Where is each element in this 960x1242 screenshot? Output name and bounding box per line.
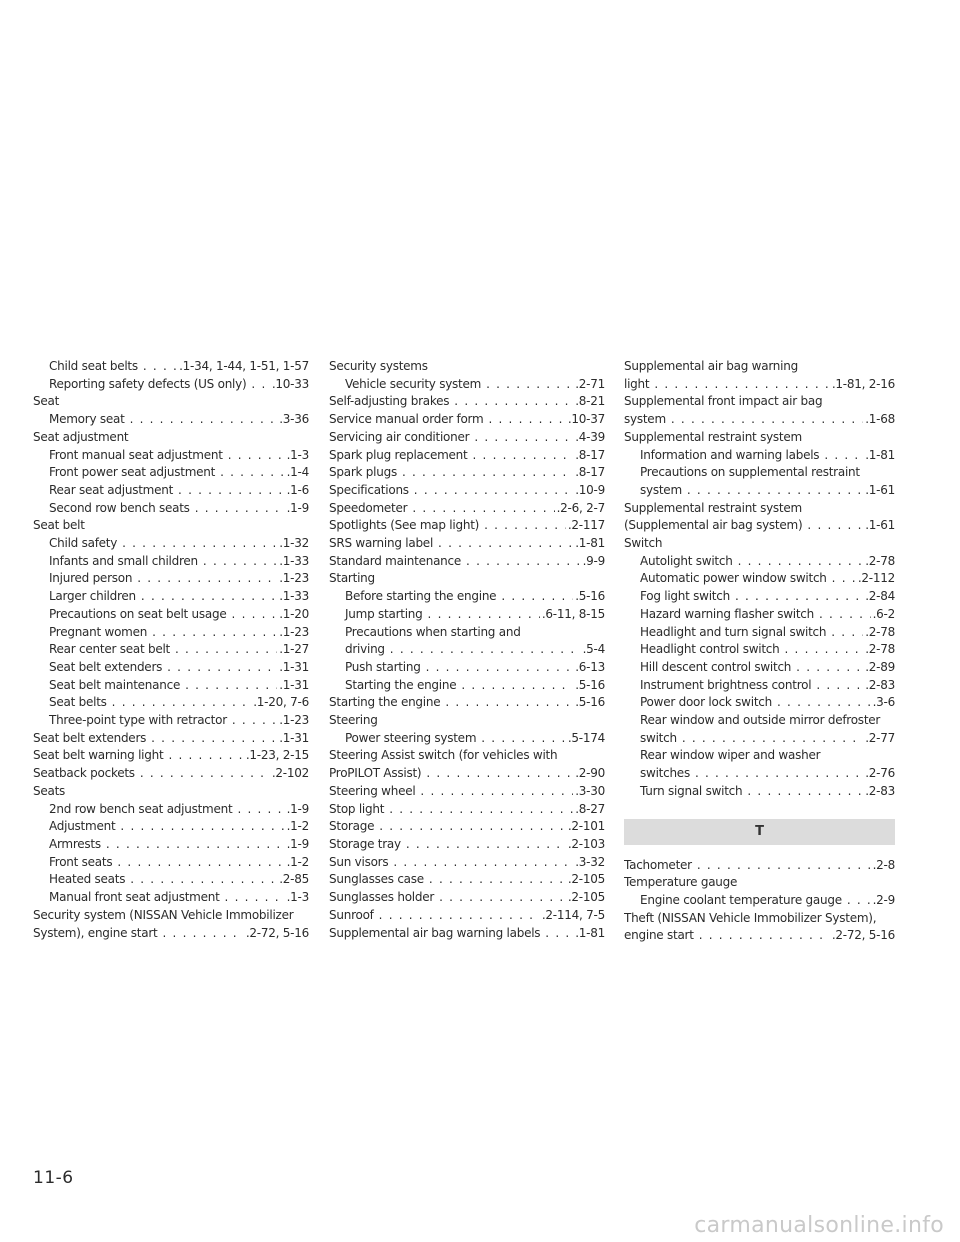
index-entry-term: Turn signal switch . . .: [640, 784, 895, 798]
index-entry-page-ref: .3-32: [573, 854, 605, 872]
index-entry: [329, 694, 605, 712]
page-number: 11-6: [33, 1168, 74, 1188]
index-entry-term: Precautions on seat belt usage . . .: [49, 607, 309, 621]
index-entry: [329, 765, 605, 783]
index-entry-term: Steering Assist switch (for vehicles with: [329, 748, 558, 763]
index-entry-term: Storage . . .: [329, 819, 605, 833]
index-entry: [329, 871, 605, 889]
index-entry-term: System), engine start . . .: [33, 926, 309, 940]
index-entry: [329, 535, 605, 553]
index-entry-page-ref: .2-84: [863, 588, 895, 606]
index-entry-page-ref: .1-31: [277, 730, 309, 748]
index-entry: [329, 712, 605, 730]
index-entry-page-ref: .5-16: [573, 677, 605, 695]
index-entry-page-ref: .1-27: [277, 641, 309, 659]
index-entry: [624, 712, 895, 730]
index-entry: [329, 747, 605, 765]
index-entry-page-ref: .10-33: [270, 376, 309, 394]
index-column-3-top: [624, 358, 895, 801]
index-entry-term: Pregnant women . . .: [49, 625, 309, 639]
index-entry: [33, 907, 309, 925]
index-entry: [33, 818, 309, 836]
index-entry-page-ref: .2-9: [871, 892, 895, 910]
index-entry-page-ref: .1-20, 7-6: [251, 694, 309, 712]
index-entry-page-ref: .2-90: [573, 765, 605, 783]
index-entry-page-ref: .8-17: [573, 447, 605, 465]
index-entry-term: Storage tray . . .: [329, 837, 605, 851]
index-entry: [624, 376, 895, 394]
index-entry-page-ref: .1-23: [277, 712, 309, 730]
index-entry-term: Power steering system . . .: [345, 731, 605, 745]
index-entry: [329, 553, 605, 571]
index-entry-term: Hazard warning flasher switch . . .: [640, 607, 895, 621]
index-entry-page-ref: .6-13: [573, 659, 605, 677]
index-entry-page-ref: .2-85: [277, 871, 309, 889]
index-entry-page-ref: .1-6: [285, 482, 309, 500]
index-entry-term: Fog light switch . . .: [640, 589, 895, 603]
index-entry-page-ref: .1-68: [863, 411, 895, 429]
index-entry-page-ref: .1-33: [277, 588, 309, 606]
index-entry-page-ref: .1-9: [285, 500, 309, 518]
index-entry-term: Rear center seat belt . . .: [49, 642, 309, 656]
index-entry-page-ref: .10-9: [573, 482, 605, 500]
index-entry: [329, 730, 605, 748]
index-entry-page-ref: .3-30: [573, 783, 605, 801]
index-entry-page-ref: .2-77: [863, 730, 895, 748]
index-entry-page-ref: .2-114, 7-5: [540, 907, 605, 925]
index-entry-term: Jump starting . . .: [345, 607, 605, 621]
index-entry-term: Spark plugs . . .: [329, 465, 605, 479]
index-entry: [329, 624, 605, 642]
index-entry-page-ref: .1-2: [285, 854, 309, 872]
index-entry: [33, 553, 309, 571]
index-entry-term: Adjustment . . .: [49, 819, 309, 833]
index-entry-term: Information and warning labels . . .: [640, 448, 895, 462]
index-entry-term: Seat: [33, 394, 60, 409]
index-entry: [33, 358, 309, 376]
index-entry: [624, 694, 895, 712]
index-entry: [624, 606, 895, 624]
index-entry-term: Armrests . . .: [49, 837, 309, 851]
index-entry: [33, 624, 309, 642]
index-entry: [33, 447, 309, 465]
index-entry: [33, 871, 309, 889]
index-entry-page-ref: .6-2: [871, 606, 895, 624]
index-entry-page-ref: .1-81, 2-16: [830, 376, 895, 394]
index-entry-term: switch . . .: [640, 731, 895, 745]
index-entry: [33, 482, 309, 500]
index-entry-term: Supplemental air bag warning: [624, 359, 798, 373]
index-entry: [329, 818, 605, 836]
index-entry-page-ref: .1-3: [285, 889, 309, 907]
index-entry: [624, 517, 895, 535]
index-entry: [624, 641, 895, 659]
index-entry-term: Precautions on supplemental restraint: [640, 465, 860, 480]
index-entry-page-ref: .1-20: [277, 606, 309, 624]
index-entry: [329, 429, 605, 447]
index-entry-term: Child seat belts . . .: [49, 359, 309, 373]
index-entry-term: Push starting . . .: [345, 660, 605, 674]
index-entry-term: Specifications . . .: [329, 483, 605, 497]
index-entry-term: Starting: [329, 571, 375, 586]
index-entry: [624, 535, 895, 553]
index-entry: [33, 641, 309, 659]
index-entry: [329, 925, 605, 943]
index-entry: [329, 570, 605, 588]
index-entry: [624, 500, 895, 518]
index-entry-term: Seatback pockets . . .: [33, 766, 309, 780]
index-entry-page-ref: .1-9: [285, 836, 309, 854]
index-entry-term: Service manual order form . . .: [329, 412, 605, 426]
index-entry-page-ref: .2-103: [566, 836, 605, 854]
index-entry: [33, 659, 309, 677]
index-entry-term: Sunglasses case . . .: [329, 872, 605, 886]
index-entry: [33, 464, 309, 482]
index-entry-page-ref: .1-9: [285, 801, 309, 819]
index-entry-page-ref: .1-61: [863, 517, 895, 535]
index-entry-page-ref: .2-102: [270, 765, 309, 783]
index-entry-term: Stop light . . .: [329, 802, 605, 816]
index-entry-term: Automatic power window switch . . .: [640, 571, 895, 585]
index-entry: [33, 712, 309, 730]
index-entry-term: Front manual seat adjustment . . .: [49, 448, 309, 462]
index-entry-term: Vehicle security system . . .: [345, 377, 605, 391]
index-entry-page-ref: .2-89: [863, 659, 895, 677]
index-entry-term: Sunroof . . .: [329, 908, 605, 922]
index-entry: [33, 393, 309, 411]
index-entry-term: Supplemental restraint system: [624, 500, 802, 515]
index-entry-page-ref: .8-27: [573, 801, 605, 819]
index-entry-term: Tachometer . . .: [624, 858, 895, 872]
index-entry: [329, 517, 605, 535]
index-entry-page-ref: .2-71: [573, 376, 605, 394]
index-entry: [329, 376, 605, 394]
section-letter: T: [755, 824, 764, 840]
index-entry: [33, 836, 309, 854]
index-entry: [624, 677, 895, 695]
index-entry-page-ref: .2-83: [863, 677, 895, 695]
index-entry: [624, 624, 895, 642]
index-entry-term: Larger children . . .: [49, 589, 309, 603]
index-entry-page-ref: .2-112: [856, 570, 895, 588]
index-entry-page-ref: .2-101: [566, 818, 605, 836]
index-entry-term: Starting the engine . . .: [345, 678, 605, 692]
index-entry-term: Spark plug replacement . . .: [329, 448, 605, 462]
index-entry-page-ref: .2-78: [863, 641, 895, 659]
index-entry: [624, 857, 895, 875]
index-entry-term: Autolight switch . . .: [640, 554, 895, 568]
index-entry: [624, 910, 895, 928]
index-entry: [33, 376, 309, 394]
index-entry-term: Engine coolant temperature gauge . . .: [640, 893, 895, 907]
index-entry-page-ref: .2-6, 2-7: [555, 500, 605, 518]
index-entry-term: Theft (NISSAN Vehicle Immobilizer System),: [624, 910, 877, 925]
index-entry-page-ref: .3-6: [871, 694, 895, 712]
index-entry-page-ref: .1-31: [277, 659, 309, 677]
index-entry-term: Supplemental restraint system: [624, 429, 802, 444]
index-entry-term: Front seats . . .: [49, 855, 309, 869]
index-entry-term: driving . . .: [345, 642, 605, 656]
index-entry-term: Second row bench seats . . .: [49, 501, 309, 515]
index-entry-page-ref: .2-117: [566, 517, 605, 535]
index-entry: [624, 783, 895, 801]
index-entry: [329, 588, 605, 606]
index-entry-page-ref: .2-8: [871, 857, 895, 875]
index-entry-page-ref: .1-33: [277, 553, 309, 571]
index-entry: [624, 393, 895, 411]
index-entry-term: Infants and small children . . .: [49, 554, 309, 568]
index-entry: [624, 892, 895, 910]
index-entry: [624, 588, 895, 606]
index-column-3-bottom: [624, 857, 895, 946]
index-entry-page-ref: .10-37: [566, 411, 605, 429]
index-entry-page-ref: .3-36: [277, 411, 309, 429]
index-entry: [33, 694, 309, 712]
index-entry: [624, 927, 895, 945]
index-entry-term: Security systems: [329, 359, 428, 373]
index-entry-term: Standard maintenance . . .: [329, 554, 605, 568]
index-entry: [33, 606, 309, 624]
index-entry-page-ref: .2-72, 5-16: [244, 925, 309, 943]
index-entry: [33, 517, 309, 535]
index-entry-term: Speedometer . . .: [329, 501, 605, 515]
index-entry-term: Child safety . . .: [49, 536, 309, 550]
index-entry-term: Precautions when starting and: [345, 624, 521, 639]
index-entry-term: Sun visors . . .: [329, 855, 605, 869]
index-entry-term: engine start . . .: [624, 928, 895, 942]
index-entry: [329, 606, 605, 624]
index-entry-page-ref: .5-4: [581, 641, 605, 659]
index-entry-term: Seats: [33, 783, 66, 798]
index-entry-page-ref: .2-78: [863, 553, 895, 571]
index-entry-term: Reporting safety defects (US only) . . .: [49, 377, 309, 391]
index-entry: [329, 854, 605, 872]
index-entry: [329, 801, 605, 819]
index-entry-term: Hill descent control switch . . .: [640, 660, 895, 674]
index-entry: [329, 659, 605, 677]
index-entry-page-ref: .5-174: [566, 730, 605, 748]
index-entry-term: Power door lock switch . . .: [640, 695, 895, 709]
index-entry: [624, 358, 895, 376]
index-entry-page-ref: .1-32: [277, 535, 309, 553]
index-entry-page-ref: .1-61: [863, 482, 895, 500]
index-entry-term: Before starting the engine . . .: [345, 589, 605, 603]
index-entry-term: system . . .: [624, 412, 895, 426]
index-entry: [329, 836, 605, 854]
index-entry-term: Manual front seat adjustment . . .: [49, 890, 309, 904]
index-entry: [329, 677, 605, 695]
index-entry: [329, 482, 605, 500]
index-entry-page-ref: .1-81: [573, 925, 605, 943]
index-entry-term: Supplemental air bag warning labels . . .: [329, 926, 605, 940]
index-column-2: [329, 358, 605, 942]
index-entry: [33, 765, 309, 783]
index-entry: [624, 464, 895, 482]
index-entry: [33, 730, 309, 748]
index-entry-page-ref: .2-105: [566, 871, 605, 889]
index-entry: [329, 907, 605, 925]
index-entry-term: Seat belt maintenance . . .: [49, 678, 309, 692]
index-entry-term: Headlight and turn signal switch . . .: [640, 625, 895, 639]
index-entry: [329, 783, 605, 801]
index-entry: [33, 500, 309, 518]
index-entry-page-ref: .1-23: [277, 570, 309, 588]
index-entry: [33, 854, 309, 872]
index-entry-page-ref: .8-17: [573, 464, 605, 482]
index-entry-term: system . . .: [640, 483, 895, 497]
index-entry-term: switches . . .: [640, 766, 895, 780]
index-entry: [329, 393, 605, 411]
index-entry-page-ref: .2-78: [863, 624, 895, 642]
index-entry-page-ref: .1-31: [277, 677, 309, 695]
index-entry: [624, 429, 895, 447]
index-entry-page-ref: .5-16: [573, 588, 605, 606]
index-entry-page-ref: .1-34, 1-44, 1-51, 1-57: [177, 358, 309, 376]
index-entry: [33, 411, 309, 429]
index-entry-term: (Supplemental air bag system) . . .: [624, 518, 895, 532]
index-entry-term: Seat belt extenders . . .: [33, 731, 309, 745]
index-entry-page-ref: .1-2: [285, 818, 309, 836]
index-entry: [329, 641, 605, 659]
index-entry: [624, 447, 895, 465]
index-entry-term: Seat belt: [33, 518, 85, 533]
index-entry-term: Three-point type with retractor . . .: [49, 713, 309, 727]
index-entry-term: Starting the engine . . .: [329, 695, 605, 709]
index-entry-term: Instrument brightness control . . .: [640, 678, 895, 692]
index-entry-term: Seat belt warning light . . .: [33, 748, 309, 762]
index-entry-term: Injured person . . .: [49, 571, 309, 585]
index-entry-term: SRS warning label . . .: [329, 536, 605, 550]
index-entry: [33, 677, 309, 695]
index-entry-page-ref: .1-4: [285, 464, 309, 482]
index-entry-page-ref: .2-105: [566, 889, 605, 907]
index-entry-term: Seat belt extenders . . .: [49, 660, 309, 674]
index-entry: [33, 588, 309, 606]
index-entry: [33, 429, 309, 447]
index-entry: [329, 411, 605, 429]
index-column-3: [624, 358, 895, 945]
index-entry: [33, 535, 309, 553]
index-column-1: [33, 358, 309, 942]
index-entry-term: Heated seats . . .: [49, 872, 309, 886]
index-entry: [624, 659, 895, 677]
index-entry: [33, 889, 309, 907]
index-entry-term: Spotlights (See map light) . . .: [329, 518, 605, 532]
index-entry: [33, 925, 309, 943]
index-entry-page-ref: .9-9: [581, 553, 605, 571]
index-entry-term: Headlight control switch . . .: [640, 642, 895, 656]
watermark: carmanualsonline.info: [694, 1213, 944, 1238]
index-entry-term: Switch: [624, 536, 663, 551]
index-entry-term: Self-adjusting brakes . . .: [329, 394, 605, 408]
index-entry-term: Rear window and outside mirror defroster: [640, 713, 881, 728]
index-entry-term: Steering: [329, 713, 378, 728]
index-entry-term: Seat belts . . .: [49, 695, 309, 709]
index-entry-term: ProPILOT Assist) . . .: [329, 766, 605, 780]
index-entry: [624, 765, 895, 783]
index-entry-page-ref: .1-81: [863, 447, 895, 465]
index-entry-page-ref: .4-39: [573, 429, 605, 447]
index-entry-term: Steering wheel . . .: [329, 784, 605, 798]
index-entry-term: Servicing air conditioner . . .: [329, 430, 605, 444]
index-entry: [624, 874, 895, 892]
index-entry-page-ref: .1-81: [573, 535, 605, 553]
index-entry-term: Memory seat . . .: [49, 412, 309, 426]
index-entry-term: 2nd row bench seat adjustment . . .: [49, 802, 309, 816]
index-entry: [624, 747, 895, 765]
index-entry-page-ref: .2-72, 5-16: [830, 927, 895, 945]
index-entry: [624, 553, 895, 571]
index-entry-page-ref: .2-76: [863, 765, 895, 783]
index-entry-term: Seat adjustment: [33, 429, 129, 444]
index-entry: [33, 747, 309, 765]
index-entry-term: light . . .: [624, 377, 895, 391]
index-entry-page-ref: .8-21: [573, 393, 605, 411]
index-entry-term: Rear seat adjustment . . .: [49, 483, 309, 497]
index-entry-term: Supplemental front impact air bag: [624, 394, 823, 409]
index-entry: [624, 411, 895, 429]
index-entry-page-ref: .1-3: [285, 447, 309, 465]
index-entry-term: Sunglasses holder . . .: [329, 890, 605, 904]
index-entry-page-ref: .5-16: [573, 694, 605, 712]
index-entry-page-ref: .1-23: [277, 624, 309, 642]
index-entry-page-ref: .1-23, 2-15: [244, 747, 309, 765]
index-entry: [329, 500, 605, 518]
index-entry-page-ref: .2-83: [863, 783, 895, 801]
index-entry-term: Front power seat adjustment . . .: [49, 465, 309, 479]
index-entry: [624, 570, 895, 588]
index-entry: [33, 801, 309, 819]
index-entry: [33, 783, 309, 801]
index-entry: [329, 889, 605, 907]
section-header-t: [624, 819, 895, 845]
index-entry: [329, 358, 605, 376]
index-entry: [329, 447, 605, 465]
index-entry-term: Rear window wiper and washer: [640, 748, 821, 763]
index-entry-page-ref: .6-11, 8-15: [540, 606, 605, 624]
index-entry-term: Temperature gauge: [624, 875, 738, 890]
index-entry: [33, 570, 309, 588]
index-entry: [624, 730, 895, 748]
index-entry: [329, 464, 605, 482]
index-entry-term: Security system (NISSAN Vehicle Immobilizer: [33, 907, 294, 922]
index-entry: [624, 482, 895, 500]
